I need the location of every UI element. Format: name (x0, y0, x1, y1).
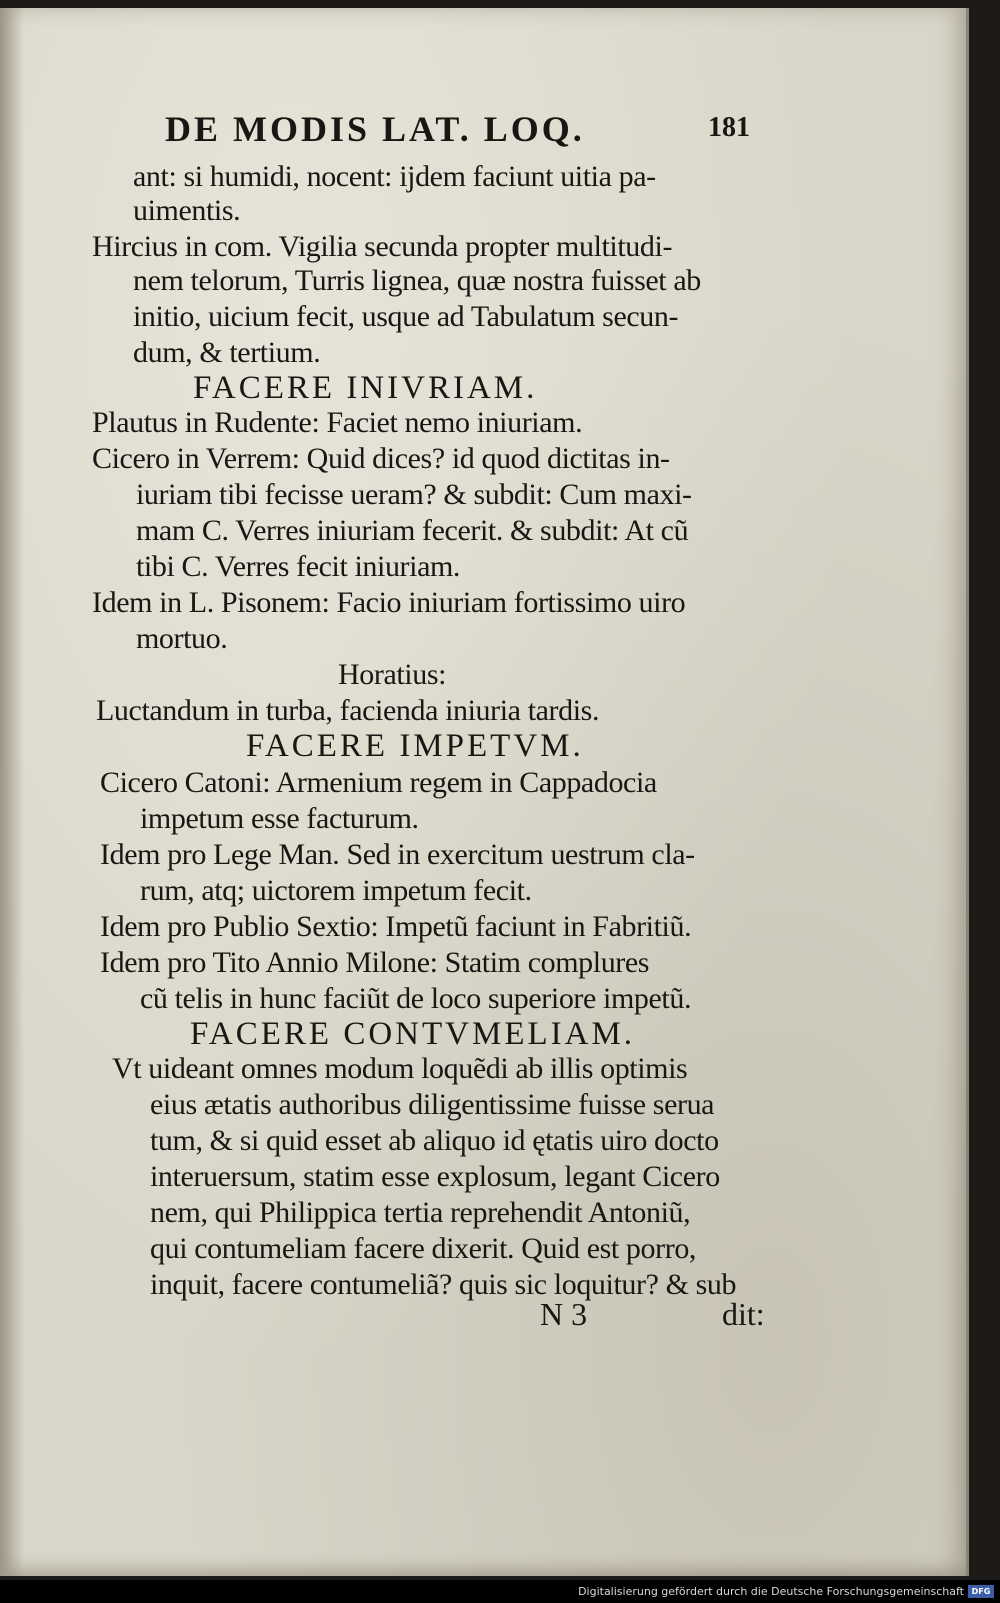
book-page (0, 8, 969, 1576)
signature-mark: N 3 (540, 1296, 588, 1332)
text-line: tum, & si quid esset ab aliquo id ętatis uiro docto (150, 1124, 719, 1157)
catchword: dit: (722, 1296, 765, 1332)
digitization-footer (0, 1580, 1000, 1603)
text-line: interuersum, statim esse explosum, legant Cicero (150, 1160, 720, 1193)
section-heading: FACERE INIVRIAM. (193, 370, 538, 406)
text-line: cũ telis in hunc faciũt de loco superiore impetũ. (140, 982, 692, 1015)
dfg-logo-icon: DFG (968, 1585, 994, 1598)
text-line: Idem pro Lege Man. Sed in exercitum uestrum cla- (100, 838, 695, 871)
text-line: Luctandum in turba, facienda iniuria tardis. (96, 694, 600, 727)
text-line: mortuo. (136, 622, 228, 655)
text-line: qui contumeliam facere dixerit. Quid est porro, (150, 1232, 697, 1265)
text-line: Idem pro Tito Annio Milone: Statim complures (100, 946, 650, 979)
running-head: DE MODIS LAT. LOQ. (165, 109, 585, 149)
text-line: Plautus in Rudente: Faciet nemo iniuriam. (92, 406, 583, 439)
text-line: nem telorum, Turris lignea, quæ nostra fuisset ab (133, 264, 701, 297)
text-line: inquit, facere contumeliã? quis sic loquitur? & sub (150, 1268, 737, 1301)
text-line: uimentis. (133, 194, 241, 227)
text-line: Idem in L. Pisonem: Facio iniuriam fortissimo uiro (92, 586, 686, 619)
text-line: iuriam tibi fecisse ueram? & subdit: Cum maxi- (136, 478, 692, 511)
verse-attribution: Horatius: (338, 658, 447, 691)
text-line: ant: si humidi, nocent: ijdem faciunt uitia pa- (133, 160, 656, 193)
text-line: Cicero in Verrem: Quid dices? id quod dictitas in- (92, 442, 670, 475)
text-line: nem, qui Philippica tertia reprehendit Antoniũ, (150, 1196, 691, 1229)
text-line: tibi C. Verres fecit iniuriam. (136, 550, 461, 583)
text-line: Cicero Catoni: Armenium regem in Cappadocia (100, 766, 657, 799)
section-heading: FACERE CONTVMELIAM. (190, 1016, 636, 1052)
text-line: eius ætatis authoribus diligentissime fuisse serua (150, 1088, 715, 1121)
text-line: rum, atq; uictorem impetum fecit. (140, 874, 532, 907)
text-line: Hircius in com. Vigilia secunda propter multitudi- (92, 230, 673, 263)
text-line: impetum esse facturum. (140, 802, 419, 835)
text-line: dum, & tertium. (133, 336, 321, 369)
footer-credit: Digitalisierung gefördert durch die Deutsche Forschungsgemeinschaft (578, 1585, 964, 1598)
folio-number: 181 (708, 112, 750, 143)
text-line: mam C. Verres iniuriam fecerit. & subdit: At cũ (136, 514, 689, 547)
text-line: Vt uideant omnes modum loquẽdi ab illis optimis (112, 1052, 688, 1085)
text-line: Idem pro Publio Sextio: Impetũ faciunt in Fabritiũ. (100, 910, 692, 943)
text-line: initio, uicium fecit, usque ad Tabulatum secun- (133, 300, 679, 333)
section-heading: FACERE IMPETVM. (246, 728, 584, 764)
